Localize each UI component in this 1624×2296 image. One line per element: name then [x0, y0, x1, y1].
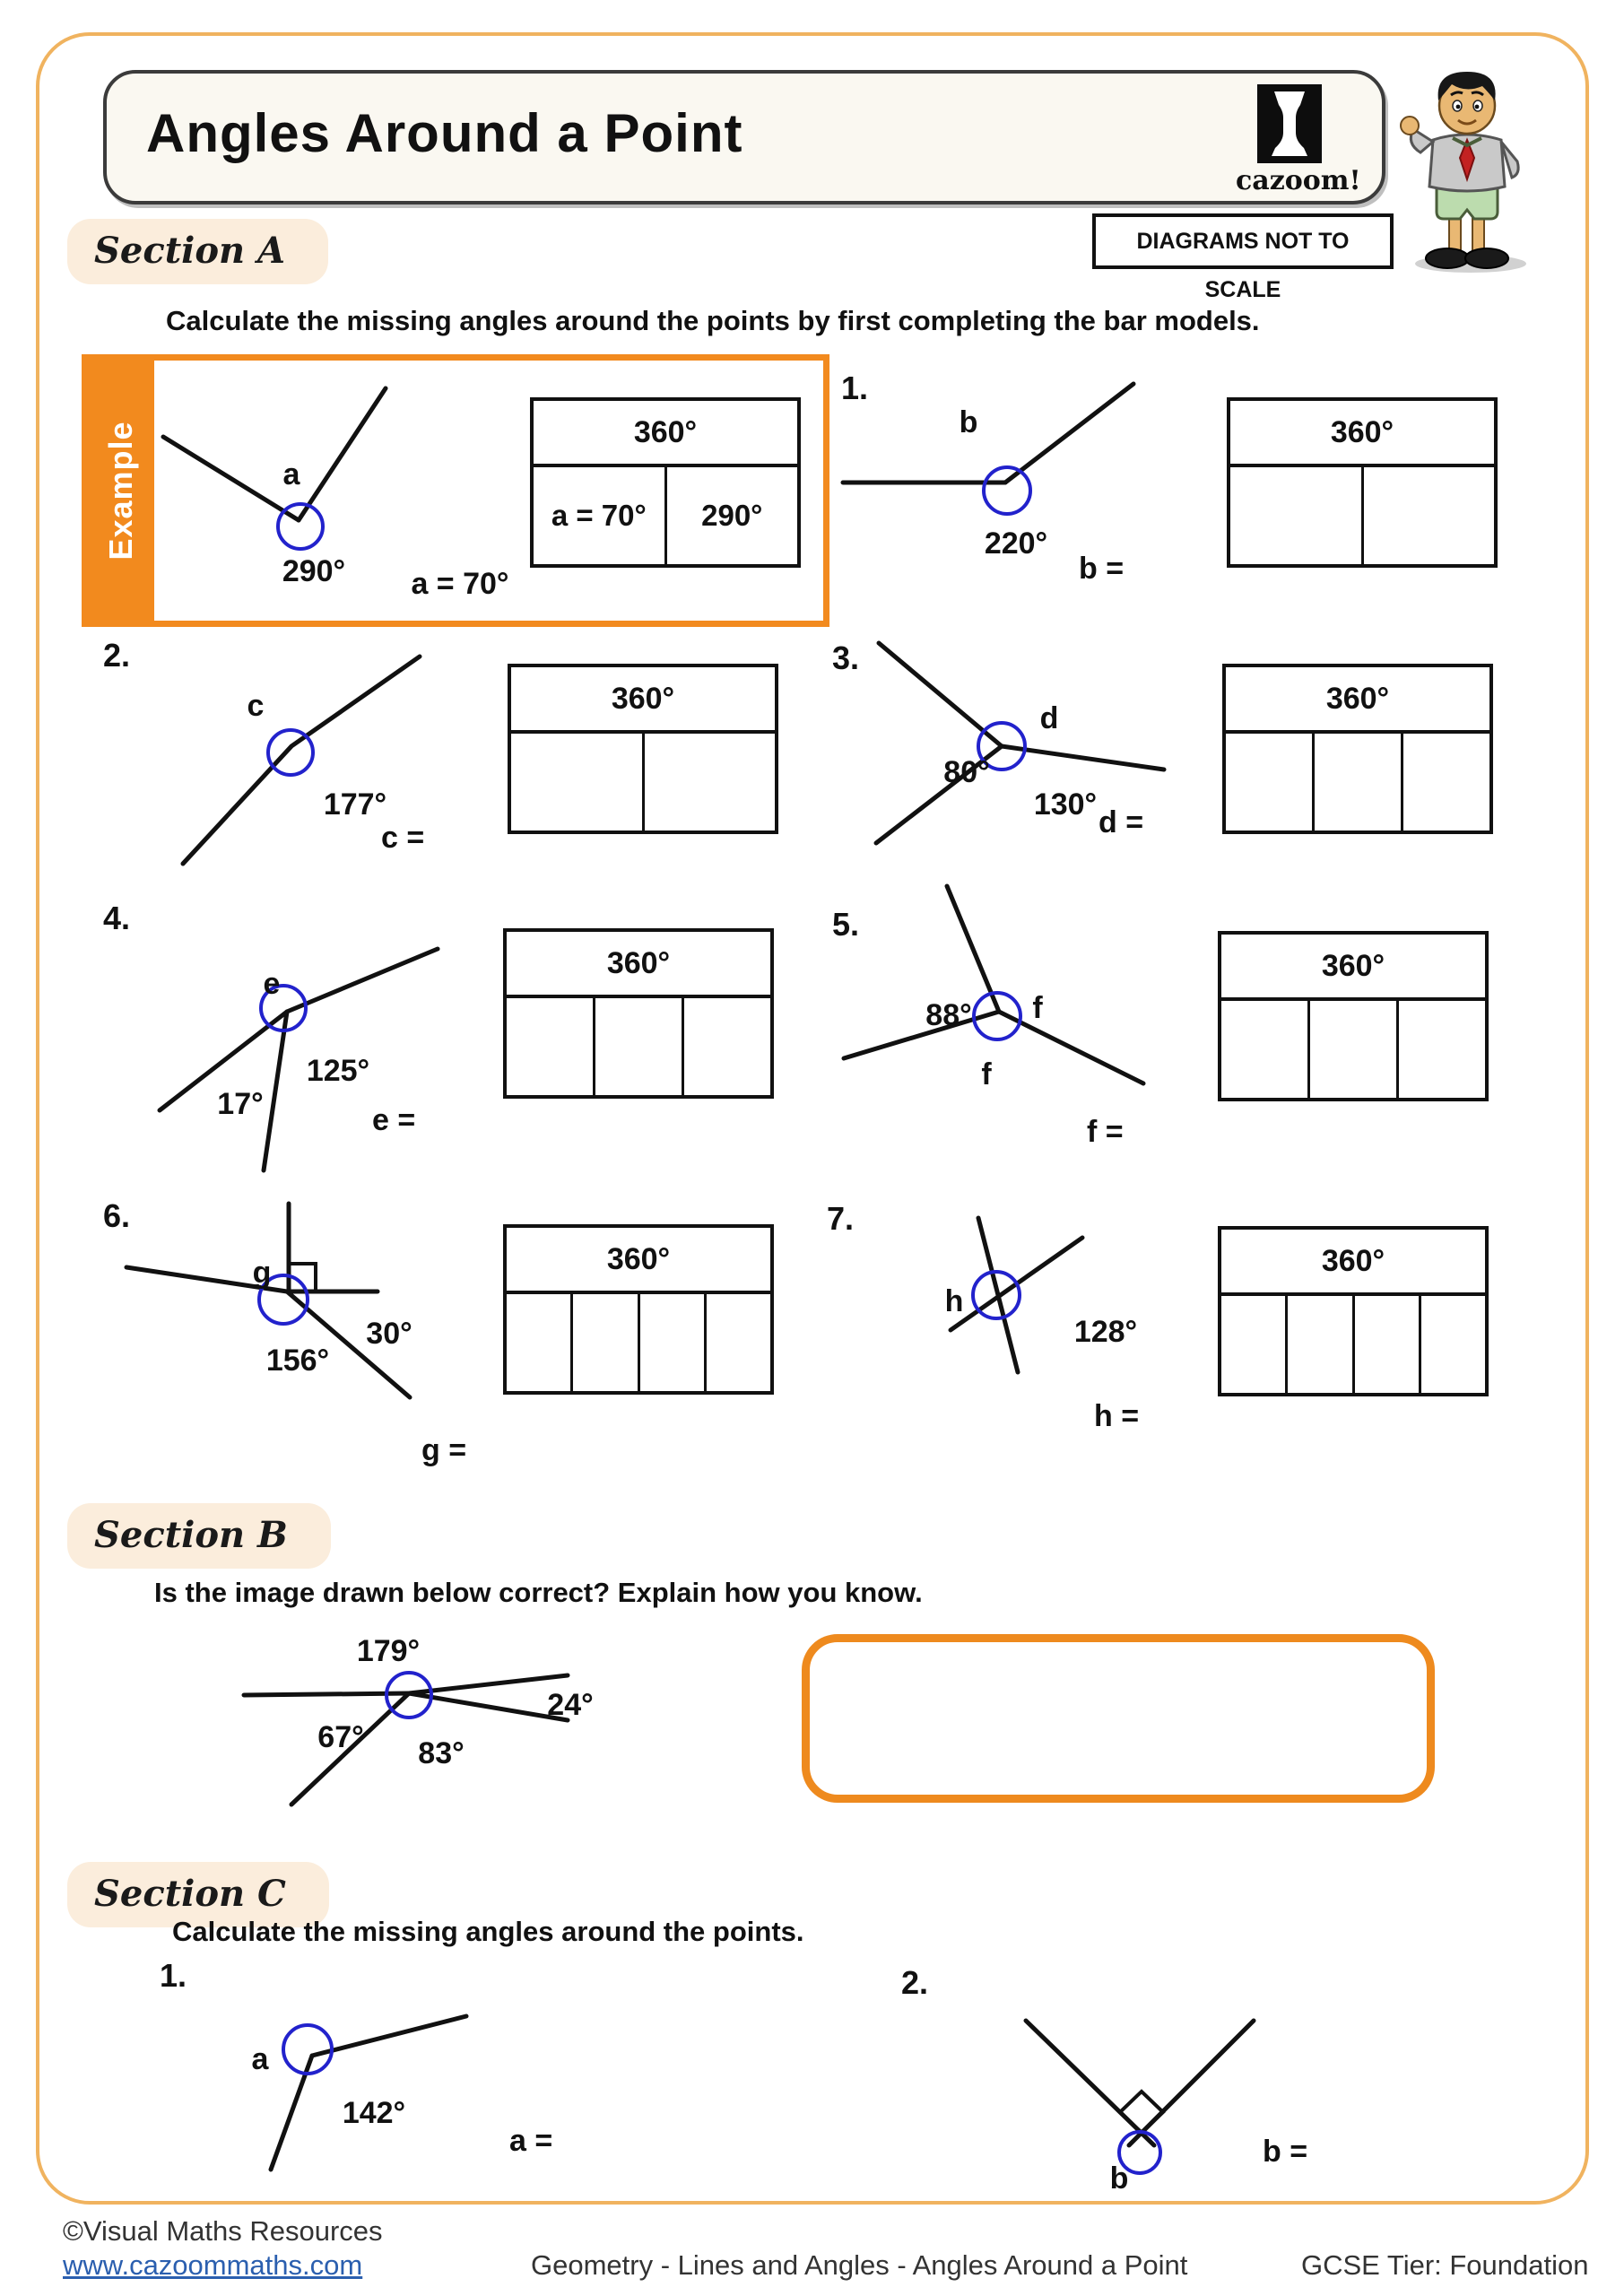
footer-topic: Geometry - Lines and Angles - Angles Around a Point [531, 2249, 1188, 2281]
question-number: 6. [103, 1197, 131, 1234]
question-number: 1. [841, 370, 869, 406]
brand-name: cazoom! [1236, 165, 1361, 196]
angle-value-label: 179° [356, 1634, 421, 1668]
diagram-q6 [108, 1193, 484, 1462]
angle-value-label: 80° [943, 755, 990, 789]
angle-value-label: 17° [217, 1087, 264, 1121]
question-number: 1. [160, 1957, 187, 1994]
bar-model-q4 [503, 928, 774, 1099]
angle-value-label: 156° [265, 1344, 330, 1378]
section-b-label: Section B [67, 1503, 331, 1569]
bar-cell-blank[interactable] [507, 1294, 573, 1391]
bar-total: 360° [1230, 401, 1494, 467]
diagram-q4 [126, 897, 484, 1193]
diagram-c1 [161, 1996, 556, 2202]
bar-cell-blank[interactable] [1221, 1001, 1310, 1098]
bar-cell-blank[interactable] [645, 734, 776, 831]
bar-cell-blank[interactable] [1364, 467, 1495, 564]
angle-value-label: 142° [342, 2096, 406, 2130]
angle-value-label: 83° [418, 1736, 465, 1770]
answer-label-q4: e = [372, 1103, 416, 1137]
angle-value-label: 24° [547, 1688, 594, 1722]
bar-cell-blank[interactable] [1421, 1296, 1485, 1393]
section-c-instruction: Calculate the missing angles around the points. [172, 1916, 804, 1947]
bar-model-example [530, 397, 801, 568]
angle-value-label: 67° [317, 1720, 364, 1754]
bar-cell-blank[interactable] [573, 1294, 639, 1391]
bar-total: 360° [1221, 1230, 1485, 1296]
bar-total: 360° [511, 667, 775, 734]
bar-cell-blank[interactable] [1288, 1296, 1354, 1393]
section-a-instruction: Calculate the missing angles around the points by first completing the bar models. [166, 305, 1260, 336]
angle-var-label: a [282, 457, 300, 491]
vertex-circle [984, 467, 1030, 514]
mascot-boy-illustration [1381, 54, 1551, 278]
angle-value-label: 128° [1073, 1315, 1138, 1349]
answer-label-q5: f = [1087, 1115, 1124, 1149]
answer-label-q1: b = [1079, 552, 1125, 586]
angle-value-label: 125° [306, 1054, 370, 1088]
bar-total: 360° [534, 401, 797, 467]
angle-var-label: g [252, 1256, 272, 1290]
diagram-q5 [825, 883, 1184, 1179]
bar-model-q2 [508, 664, 778, 834]
angle-value-label: 88° [925, 998, 972, 1032]
question-number: 3. [832, 639, 860, 676]
example-result-label: a = 70° [411, 567, 509, 601]
bar-model-q6 [503, 1224, 774, 1395]
angle-var-label: h [944, 1284, 964, 1318]
angle-var-label: c [247, 689, 265, 723]
bar-model-q1 [1227, 397, 1498, 568]
angle-value-label: 177° [323, 787, 387, 822]
angle-var-label: b [1109, 2161, 1129, 2196]
answer-label-c1: a = [509, 2124, 553, 2158]
section-b-instruction: Is the image drawn below correct? Explain how you know. [154, 1577, 923, 1608]
bar-total: 360° [1226, 667, 1489, 734]
diagram-example [148, 359, 534, 619]
footer-copyright: ©Visual Maths Resources [63, 2215, 383, 2247]
bar-cell-blank[interactable] [1315, 734, 1403, 831]
angle-var-label: f [981, 1057, 992, 1091]
bar-total: 360° [507, 1228, 770, 1294]
angle-value-label: 130° [1033, 787, 1098, 822]
bar-cell-blank[interactable] [507, 998, 595, 1095]
bar-cell-blank[interactable] [1226, 734, 1315, 831]
bar-cell-blank[interactable] [595, 998, 684, 1095]
answer-label-q2: c = [381, 821, 425, 855]
diagram-q1 [834, 368, 1211, 592]
bar-model-q5 [1218, 931, 1489, 1101]
example-tab [88, 361, 154, 621]
bar-model-q3 [1222, 664, 1493, 834]
angle-var-label: d [1039, 701, 1059, 735]
bar-model-q7 [1218, 1226, 1489, 1396]
cazoom-logo [1236, 84, 1361, 196]
bar-cell-blank[interactable] [1230, 467, 1364, 564]
bar-cell-blank[interactable] [707, 1294, 770, 1391]
bar-total: 360° [507, 932, 770, 998]
bar-cell: 290° [701, 499, 763, 532]
vertex-circle [268, 730, 313, 775]
footer-tier: GCSE Tier: Foundation [1301, 2249, 1589, 2281]
page-title: Angles Around a Point [146, 103, 743, 163]
bar-total: 360° [1221, 935, 1485, 1001]
question-number: 5. [832, 906, 860, 943]
answer-label-c2: b = [1263, 2135, 1308, 2169]
section-c-label: Section C [67, 1862, 329, 1927]
bar-cell-blank[interactable] [640, 1294, 707, 1391]
answer-label-q6: g = [421, 1433, 467, 1467]
bar-cell-blank[interactable] [1221, 1296, 1288, 1393]
angle-var-label: e [263, 967, 281, 1001]
bar-cell: a = 70° [534, 467, 667, 564]
right-angle-marker [1120, 2092, 1163, 2133]
bar-cell-blank[interactable] [1310, 1001, 1399, 1098]
bar-cell-blank[interactable] [1403, 734, 1489, 831]
example-tab-label: Example [102, 421, 139, 561]
bar-cell-blank[interactable] [684, 998, 770, 1095]
angle-value-label: 30° [366, 1317, 413, 1351]
question-number: 2. [901, 1964, 929, 2001]
vertex-circle [278, 504, 323, 549]
footer-website-link[interactable]: www.cazoommaths.com [63, 2249, 363, 2281]
section-a-label: Section A [67, 219, 328, 284]
angle-var-label: b [959, 405, 978, 439]
explanation-answer-box[interactable] [802, 1634, 1435, 1803]
bar-cell-blank[interactable] [1355, 1296, 1421, 1393]
answer-label-q3: d = [1099, 805, 1144, 839]
angle-var-label: a [251, 2042, 269, 2076]
bar-cell-blank[interactable] [511, 734, 645, 831]
angle-value-label: 290° [282, 554, 346, 588]
angle-value-label: 220° [984, 526, 1048, 561]
answer-label-q7: h = [1094, 1399, 1140, 1433]
hourglass-icon [1257, 84, 1322, 163]
question-number: 7. [827, 1200, 855, 1237]
scale-note-box: DIAGRAMS NOT TO SCALE [1092, 213, 1394, 269]
angle-var-label: f [1032, 991, 1043, 1025]
question-number: 2. [103, 637, 131, 674]
diagram-c2 [986, 1998, 1363, 2205]
diagram-section-b [215, 1605, 619, 1821]
question-number: 4. [103, 900, 131, 936]
bar-cell-blank[interactable] [1399, 1001, 1485, 1098]
